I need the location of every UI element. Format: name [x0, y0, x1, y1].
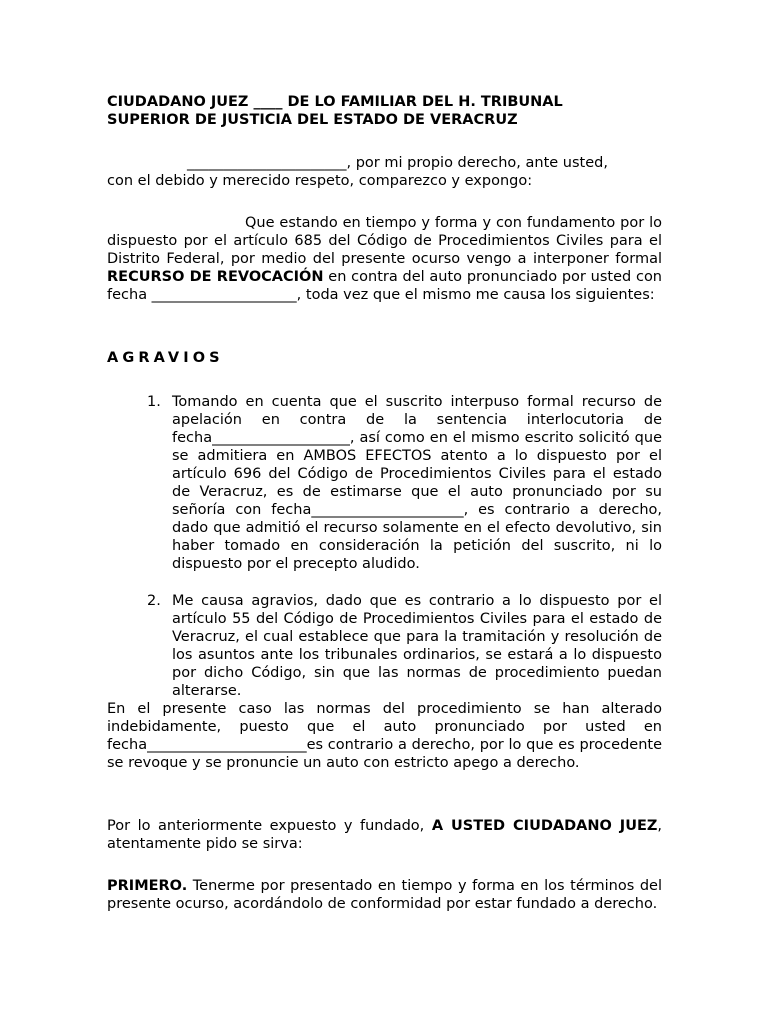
header-line-2: SUPERIOR DE JUSTICIA DEL ESTADO DE VERACRUZ	[107, 112, 518, 128]
a-usted-ciudadano-juez-label: A USTED CIUDADANO JUEZ	[431, 818, 658, 834]
paragraph-recurso-body	[107, 214, 662, 304]
paragraph-presente-caso: En el presente caso las normas del procedimiento se han alterado indebidamente, puesto que el auto pronunciado por usted en fecha______________________es contrario a derecho, por lo que es procedente se revoque y se pronuncie un auto con estricto apego a derecho.	[107, 701, 662, 771]
paragraph-peticion-text-before: Por lo anteriormente expuesto y fundado,	[107, 818, 432, 834]
paragraph-recurso-text-after: en contra del auto pronunciado por usted con fecha ____________________, toda vez que el mismo me causa los siguientes:	[107, 269, 663, 303]
header-line-1: CIUDADANO JUEZ ____ DE LO FAMILIAR DEL H. TRIBUNAL	[107, 94, 563, 110]
agravios-heading: AGRAVIOS	[107, 350, 224, 366]
paragraph-peticion-text-after: , atentamente pido se sirva:	[107, 818, 663, 852]
paragraph-primero	[107, 877, 662, 913]
list-item-text: Me causa agravios, dado que es contrario a lo dispuesto por el artículo 55 del Código de Procedimientos Civiles para el estado de Veracruz, el cual establece que para la tramitación y resolución de los asuntos ante los tribunales ordinarios, se estará a lo dispuesto por dicho Código, sin que las normas de procedimiento puedan alterarse.	[172, 593, 662, 699]
primero-label: PRIMERO.	[107, 878, 188, 894]
list-item-text: Tomando en cuenta que el suscrito interpuso formal recurso de apelación en contra de la sentencia interlocutoria de fecha___________________, así como en el mismo escrito solicitó que se admitiera en AMBOS EFECTOS atento a lo dispuesto por el artículo 696 del Código de Procedimientos Civiles para el estado de Veracruz, es de estimarse que el auto pronunciado por su señoría con fecha_____________________, es contrario a derecho, dado que admitió el recurso solamente en el efecto devolutivo, sin haber tomado en consideración la petición del suscrito, ni lo dispuesto por el precepto aludido.	[172, 394, 662, 572]
paragraph-recurso-text-before: Que estando en tiempo y forma y con fundamento por lo dispuesto por el artículo 685 del Código de Procedimientos Civiles para el Distrito Federal, por medio del presente ocurso vengo a interponer formal	[107, 215, 662, 267]
document-header	[107, 93, 662, 129]
list-item-number: 1.	[147, 394, 161, 410]
paragraph-recurso	[107, 214, 662, 304]
intro-line-2: con el debido y merecido respeto, comparezco y expongo:	[107, 173, 533, 189]
recurso-revocacion-label: RECURSO DE REVOCACIÓN	[107, 269, 324, 285]
intro-paragraph	[107, 154, 662, 190]
paragraph-primero-text: Tenerme por presentado en tiempo y forma en los términos del presente ocurso, acordándolo de conformidad por estar fundado a derecho.	[107, 878, 662, 912]
list-item	[147, 592, 662, 700]
intro-line-1: ______________________, por mi propio derecho, ante usted,	[187, 155, 608, 171]
paragraph-peticion	[107, 817, 662, 853]
list-item-number: 2.	[147, 593, 161, 609]
list-item	[147, 393, 662, 573]
